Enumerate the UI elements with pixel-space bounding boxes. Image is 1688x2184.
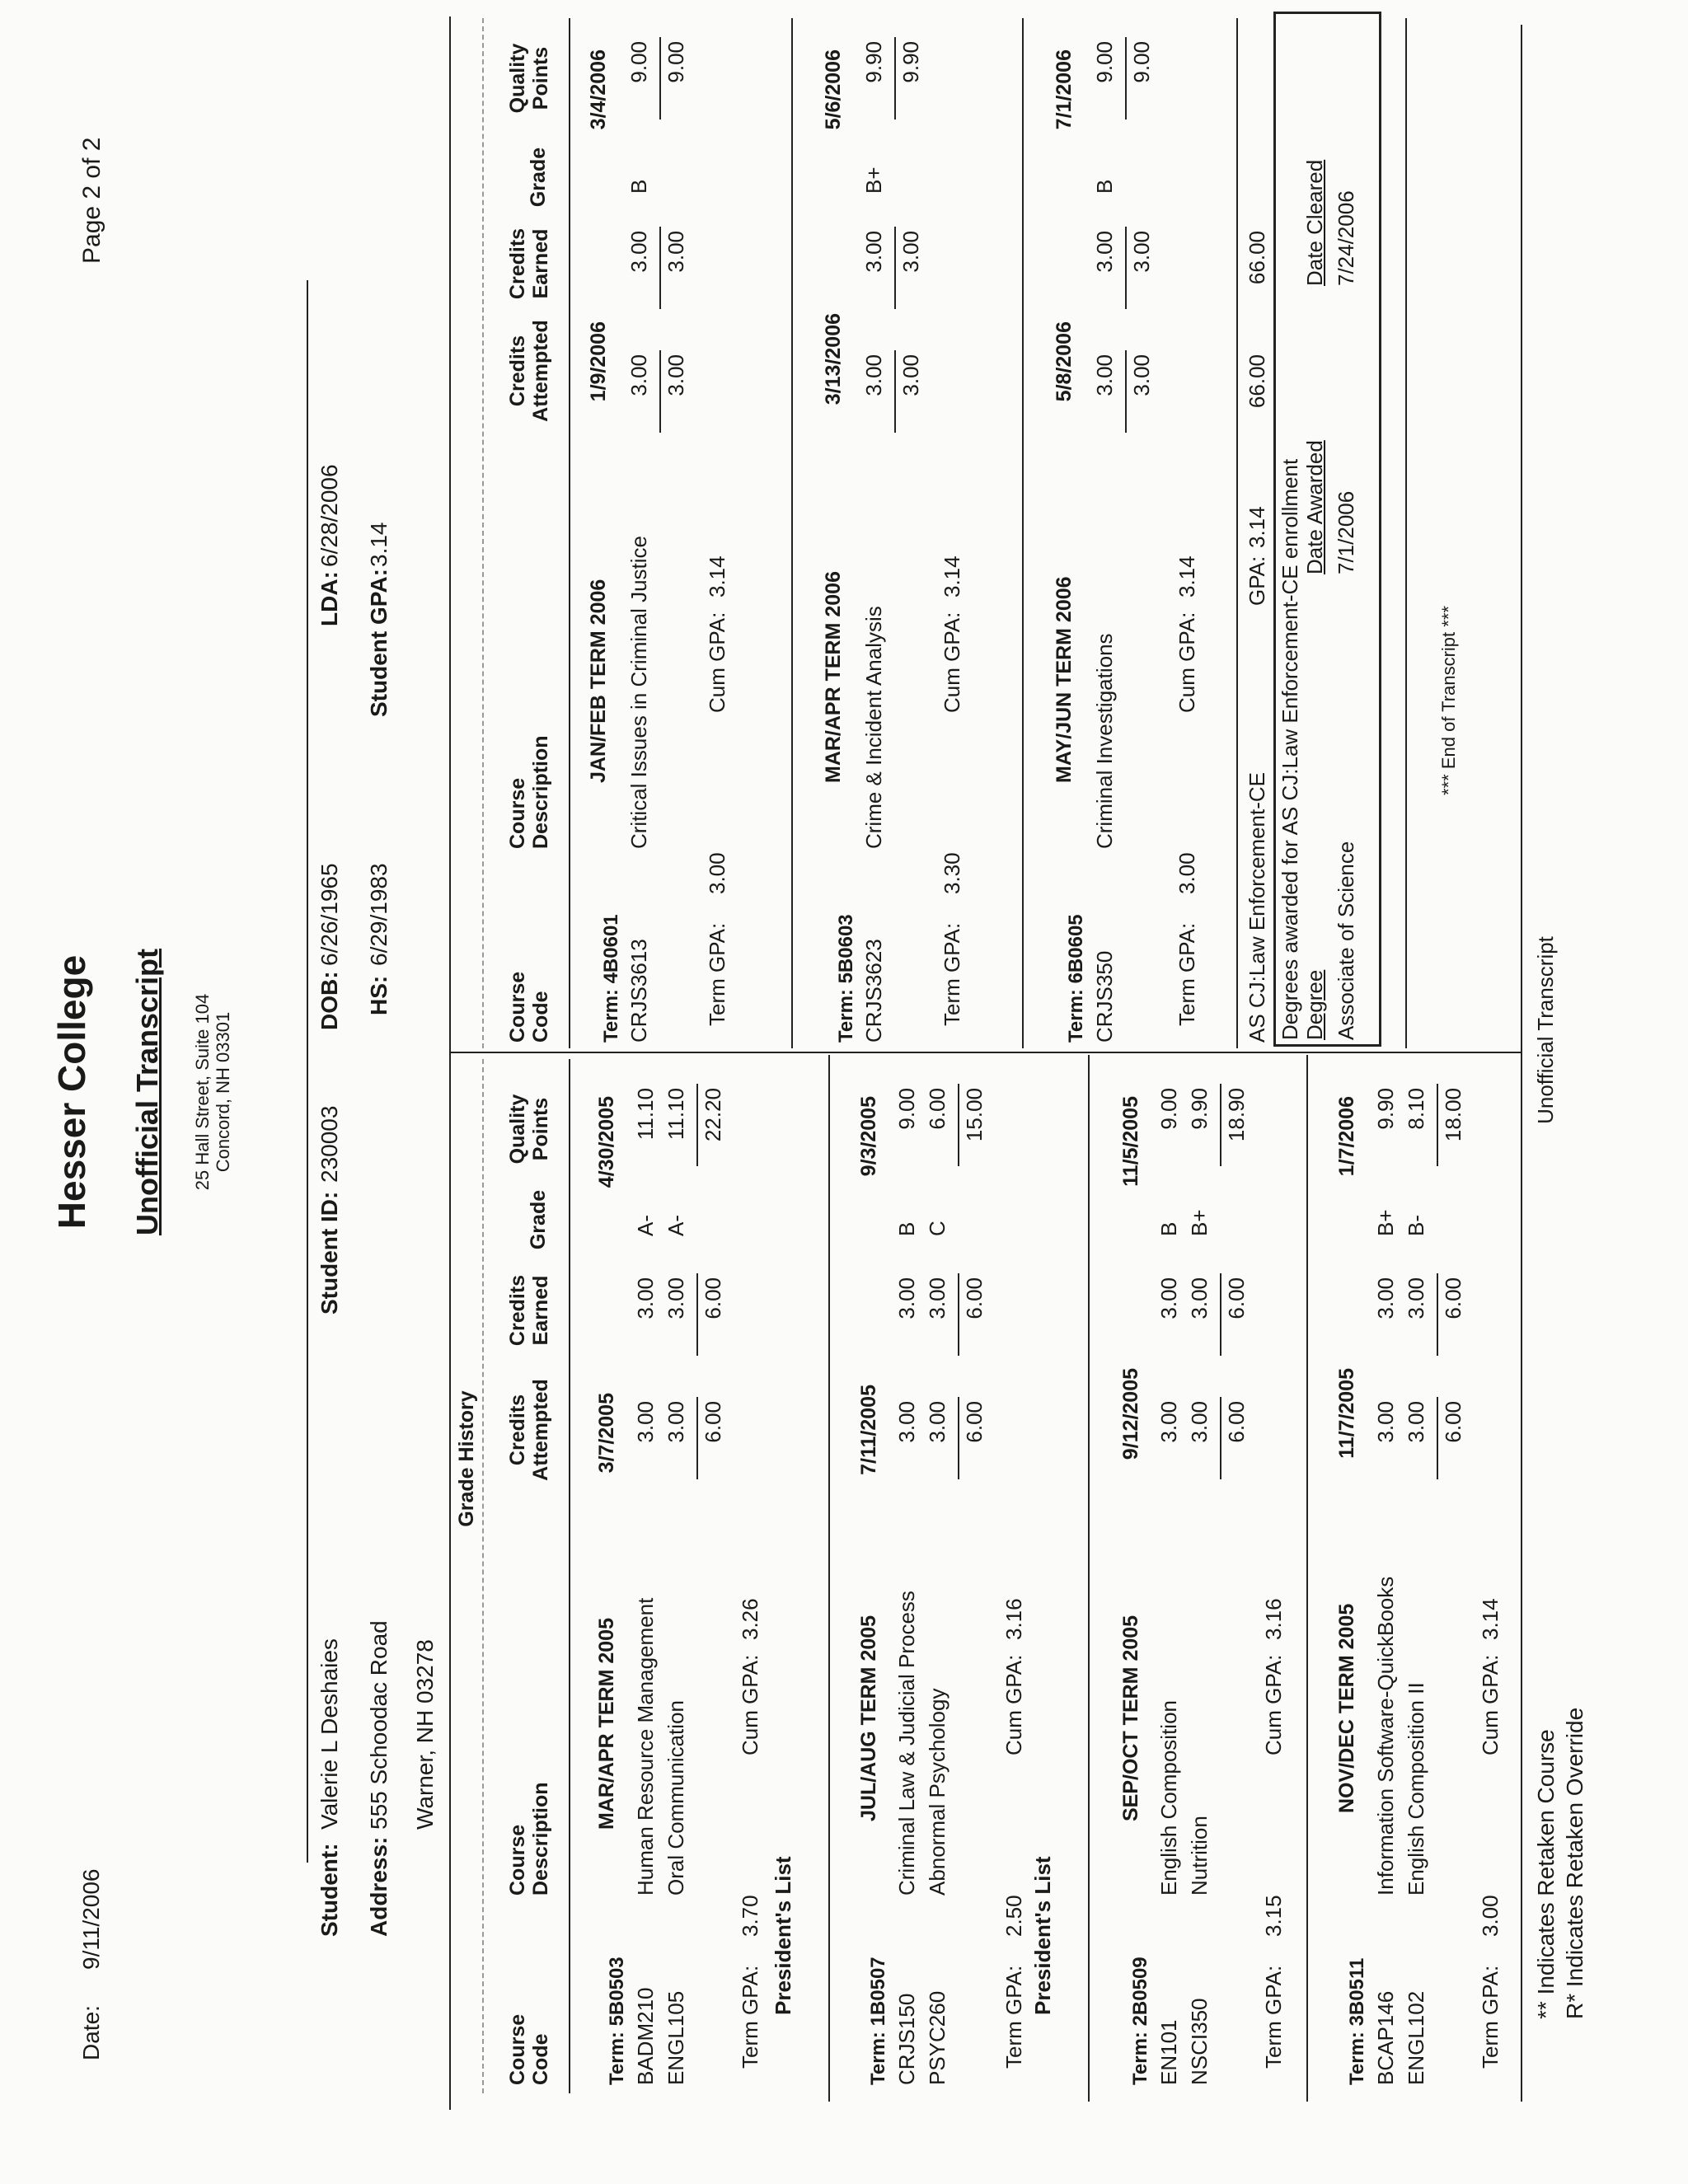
grade: B+	[1187, 1209, 1212, 1236]
cum-gpa-label: Cum GPA:	[940, 612, 964, 713]
course-code: EN101	[1156, 2019, 1181, 2085]
grade: B+	[1373, 1209, 1398, 1236]
credits-attempted: 3.00	[633, 1401, 658, 1443]
term-end-date: 7/1/2006	[1053, 49, 1076, 130]
credits-earned: 3.00	[1373, 1277, 1398, 1319]
cum-gpa-label: Cum GPA:	[1001, 1654, 1026, 1755]
program-credits-earned: 66.00	[1245, 231, 1269, 285]
term-gpa-label: Term GPA:	[1478, 1965, 1503, 2069]
term-start-date: 1/9/2006	[587, 321, 610, 402]
grade-history-rule	[449, 16, 451, 2110]
column-header-rule-right	[482, 18, 484, 1048]
retaken-course-note: ** Indicates Retaken Course	[1533, 1729, 1559, 2019]
subtotal-rule	[1125, 37, 1127, 120]
date-label: Date:	[78, 2005, 104, 2060]
course-description: Crime & Incident Analysis	[861, 606, 886, 849]
cum-gpa-label: Cum GPA:	[1175, 612, 1199, 713]
cum-gpa: 3.14	[940, 555, 964, 598]
cum-gpa: 3.14	[1175, 555, 1199, 598]
credits-attempted: 3.00	[861, 354, 886, 396]
course-description: Criminal Law & Judicial Process	[894, 1591, 919, 1896]
cum-gpa-label: Cum GPA:	[705, 612, 729, 713]
end-of-transcript: *** End of Transcript ***	[1438, 606, 1459, 795]
term-name: JAN/FEB TERM 2006	[587, 579, 610, 783]
degree-name: Associate of Science	[1334, 841, 1358, 1040]
cum-gpa: 3.16	[1001, 1598, 1026, 1640]
credits-attempted: 3.00	[1187, 1401, 1212, 1443]
course-code: ENGL105	[663, 1990, 688, 2085]
course-code: ENGL102	[1404, 1990, 1428, 2085]
subtotal-rule	[659, 227, 661, 309]
term-code: Term: 5B0503	[606, 1957, 628, 2085]
subtotal-rule	[696, 1273, 698, 1356]
subtotal-rule	[1437, 1397, 1438, 1479]
subtotal-rule	[1220, 1084, 1221, 1166]
total-quality-points: 18.00	[1441, 1088, 1465, 1142]
course-code: CRJS150	[894, 1993, 919, 2085]
address-label: Address:	[366, 1836, 392, 1937]
quality-points: 9.90	[1187, 1088, 1212, 1130]
term-code: Term: 4B0601	[600, 914, 622, 1043]
term-gpa-label: Term GPA:	[738, 1965, 762, 2069]
credits-attempted: 3.00	[894, 1401, 919, 1443]
credits-attempted: 3.00	[626, 354, 651, 396]
grade: A-	[633, 1215, 658, 1236]
total-attempted: 3.00	[663, 354, 688, 396]
student-address-2: Warner, NH 03278	[412, 1639, 438, 1830]
quality-points: 9.00	[894, 1088, 919, 1130]
student-name: Valerie L Deshaies	[316, 1638, 342, 1830]
term-gpa: 3.15	[1261, 1895, 1286, 1937]
cum-gpa: 3.16	[1261, 1598, 1286, 1640]
quality-points: 9.00	[1156, 1088, 1181, 1130]
term-rule	[1088, 1055, 1090, 2102]
total-quality-points: 22.20	[701, 1088, 725, 1142]
total-quality-points: 9.00	[663, 41, 688, 83]
credits-attempted: 3.00	[1373, 1401, 1398, 1443]
quality-points: 9.90	[861, 41, 886, 83]
cum-gpa-label: Cum GPA:	[738, 1654, 762, 1755]
course-code: NSCI350	[1187, 1998, 1212, 2085]
term-gpa-label: Term GPA:	[1001, 1965, 1026, 2069]
credits-earned: 3.00	[1187, 1277, 1212, 1319]
program-gpa: 3.14	[1245, 506, 1269, 548]
term-gpa-label: Term GPA:	[1261, 1965, 1286, 2069]
col-quality-points: Quality Points	[506, 1094, 552, 1165]
subtotal-rule	[659, 350, 661, 433]
credits-earned: 3.00	[633, 1277, 658, 1319]
course-description: Critical Issues in Criminal Justice	[626, 536, 651, 849]
credits-attempted: 3.00	[1404, 1401, 1428, 1443]
college-address-1: 25 Hall Street, Suite 104	[192, 993, 213, 1191]
term-gpa: 3.00	[1478, 1895, 1503, 1937]
credits-earned: 3.00	[626, 231, 651, 273]
quality-points: 6.00	[925, 1088, 950, 1130]
quality-points: 9.90	[1373, 1088, 1398, 1130]
footer-rule	[1521, 25, 1522, 2102]
total-earned: 6.00	[701, 1277, 725, 1319]
grade: B	[626, 179, 651, 194]
col-credits-attempted-right: Credits Attempted	[506, 320, 552, 422]
term-end-date: 11/5/2005	[1119, 1096, 1142, 1187]
cum-gpa: 3.14	[1478, 1598, 1503, 1640]
degrees-title: Degrees awarded for AS CJ:Law Enforcement-CE enrollment	[1278, 458, 1302, 1040]
total-earned: 6.00	[962, 1277, 987, 1319]
term-start-date: 9/12/2005	[1119, 1368, 1142, 1460]
date-awarded-label: Date Awarded	[1302, 440, 1327, 574]
credits-earned: 3.00	[663, 1277, 688, 1319]
dob: 6/26/1965	[316, 863, 342, 966]
col-course-code-right: Course Code	[506, 971, 552, 1043]
col-credits-earned: Credits Earned	[506, 1274, 552, 1347]
program-name: AS CJ:Law Enforcement-CE	[1245, 771, 1269, 1043]
subtotal-rule	[894, 37, 896, 120]
quality-points: 11.10	[663, 1088, 688, 1141]
grade: B	[1092, 179, 1117, 194]
date-cleared-label: Date Cleared	[1302, 159, 1327, 286]
term-gpa: 3.30	[940, 852, 964, 894]
term-code: Term: 3B0511	[1346, 1957, 1368, 2085]
term-code: Term: 1B0507	[867, 1957, 889, 2085]
term-name: SEP/OCT TERM 2005	[1119, 1615, 1142, 1821]
course-code: BCAP146	[1373, 1990, 1398, 2085]
footer-title: Unofficial Transcript	[1533, 936, 1558, 1124]
course-description: Abnormal Psychology	[925, 1688, 950, 1896]
subtotal-rule	[696, 1397, 698, 1479]
course-description: Criminal Investigations	[1092, 633, 1117, 849]
term-code: Term: 2B0509	[1129, 1957, 1151, 2085]
total-attempted: 6.00	[1224, 1401, 1249, 1443]
total-quality-points: 18.90	[1224, 1088, 1249, 1142]
credits-attempted: 3.00	[925, 1401, 950, 1443]
total-earned: 3.00	[1129, 231, 1154, 273]
honor: President's List	[1030, 1856, 1055, 2015]
total-earned: 3.00	[663, 231, 688, 273]
dob-label: DOB:	[316, 971, 342, 1030]
student-address-1: 555 Schoodac Road	[366, 1620, 392, 1830]
course-code: CRJS3613	[626, 939, 651, 1043]
total-attempted: 3.00	[1129, 354, 1154, 396]
term-name: MAY/JUN TERM 2006	[1053, 576, 1076, 783]
credits-earned: 3.00	[894, 1277, 919, 1319]
student-gpa-label: Student GPA:	[366, 569, 392, 717]
term-name: MAR/APR TERM 2006	[822, 571, 845, 783]
quality-points: 9.00	[1092, 41, 1117, 83]
term-gpa-label: Term GPA:	[705, 922, 729, 1026]
term-code: Term: 6B0605	[1065, 914, 1087, 1043]
quality-points: 11.10	[633, 1088, 658, 1141]
course-description: English Composition	[1156, 1699, 1181, 1896]
course-code: CRJS350	[1092, 950, 1117, 1043]
degrees-box	[1273, 12, 1381, 1047]
course-description: Information Software-QuickBooks	[1373, 1576, 1398, 1896]
date-cleared: 7/24/2006	[1334, 190, 1358, 286]
credits-earned: 3.00	[1092, 231, 1117, 273]
term-gpa: 2.50	[1001, 1895, 1026, 1937]
term-name: MAR/APR TERM 2005	[595, 1618, 618, 1830]
subtotal-rule	[1125, 227, 1127, 309]
subtotal-rule	[696, 1084, 698, 1166]
quality-points: 8.10	[1404, 1088, 1428, 1130]
credits-attempted: 3.00	[663, 1401, 688, 1443]
term-gpa: 3.00	[1175, 852, 1199, 894]
grade-history-label: Grade History	[455, 1390, 478, 1527]
course-code: BADM210	[633, 1987, 658, 2085]
col-course-code: Course Code	[506, 2013, 552, 2085]
header-rule	[307, 280, 308, 1863]
term-end-date: 1/7/2006	[1335, 1096, 1358, 1177]
total-earned: 3.00	[898, 231, 923, 273]
grade: B	[894, 1221, 919, 1236]
term-code: Term: 5B0603	[835, 914, 857, 1043]
grade: B-	[1404, 1215, 1428, 1236]
hs-date: 6/29/1983	[366, 863, 392, 966]
total-earned: 6.00	[1224, 1277, 1249, 1319]
college-address-2: Concord, NH 03301	[213, 1011, 233, 1173]
term-start-date: 11/7/2005	[1335, 1368, 1358, 1459]
term-end-date: 3/4/2006	[587, 49, 610, 130]
student-id-label: Student ID:	[316, 1191, 342, 1315]
term-start-date: 3/7/2005	[595, 1393, 618, 1474]
term-gpa: 3.00	[705, 852, 729, 894]
course-code: PSYC260	[925, 1990, 950, 2085]
student-gpa: 3.14	[366, 522, 392, 567]
term-rule	[828, 1055, 830, 2102]
total-quality-points: 15.00	[962, 1088, 987, 1142]
print-date: 9/11/2006	[78, 1868, 104, 1970]
credits-attempted: 3.00	[1092, 354, 1117, 396]
col-quality-points-right: Quality Points	[506, 43, 552, 114]
honor: President's List	[771, 1856, 795, 2015]
subtotal-rule	[958, 1273, 959, 1356]
course-description: English Composition II	[1404, 1682, 1428, 1896]
subtotal-rule	[894, 350, 896, 433]
column-header-underline-left	[569, 1059, 570, 2093]
col-credits-earned-right: Credits Earned	[506, 227, 552, 300]
course-description: Human Resource Management	[633, 1597, 658, 1896]
subtotal-rule	[958, 1084, 959, 1166]
subtotal-rule	[894, 227, 896, 309]
degree-label: Degree	[1302, 969, 1327, 1040]
term-name: NOV/DEC TERM 2005	[1335, 1603, 1358, 1813]
term-rule	[791, 18, 793, 1048]
page-number: Page 2 of 2	[78, 137, 106, 264]
column-divider	[449, 1052, 1521, 1053]
total-quality-points: 9.90	[898, 41, 923, 83]
course-code: CRJS3623	[861, 939, 886, 1043]
hs-label: HS:	[366, 975, 392, 1015]
term-gpa-label: Term GPA:	[940, 922, 964, 1026]
lda: 6/28/2006	[316, 464, 342, 567]
col-course-description-right: Course Description	[506, 735, 552, 849]
total-quality-points: 9.00	[1129, 41, 1154, 83]
cum-gpa: 3.26	[738, 1598, 762, 1640]
program-gpa-label: GPA:	[1245, 555, 1269, 606]
term-gpa-label: Term GPA:	[1175, 922, 1199, 1026]
term-start-date: 5/8/2006	[1053, 321, 1076, 402]
col-grade: Grade	[527, 1189, 550, 1250]
student-label: Student:	[316, 1843, 342, 1937]
term-end-date: 4/30/2005	[595, 1096, 618, 1188]
term-end-date: 9/3/2005	[857, 1096, 880, 1177]
credits-earned: 3.00	[861, 231, 886, 273]
grade: B+	[861, 166, 886, 194]
date-awarded: 7/1/2006	[1334, 490, 1358, 574]
grade: B	[1156, 1221, 1181, 1236]
col-grade-right: Grade	[527, 147, 550, 208]
course-description: Nutrition	[1187, 1816, 1212, 1896]
college-name: Hesser College	[50, 954, 93, 1230]
term-gpa: 3.70	[738, 1895, 762, 1937]
total-attempted: 6.00	[962, 1401, 987, 1443]
credits-attempted: 3.00	[1156, 1401, 1181, 1443]
retaken-override-note: R* Indicates Retaken Override	[1562, 1707, 1587, 2019]
term-start-date: 7/11/2005	[857, 1385, 880, 1475]
grade: C	[925, 1221, 950, 1236]
end-rule	[1405, 18, 1407, 1048]
term-rule	[1022, 18, 1024, 1048]
quality-points: 9.00	[626, 41, 651, 83]
term-end-date: 5/6/2006	[822, 49, 845, 130]
subtotal-rule	[1125, 350, 1127, 433]
program-credits-attempted: 66.00	[1245, 354, 1269, 409]
subtotal-rule	[659, 37, 661, 120]
col-credits-attempted: Credits Attempted	[506, 1379, 552, 1481]
cum-gpa-label: Cum GPA:	[1478, 1654, 1503, 1755]
term-rule	[1306, 1055, 1308, 2102]
doc-title: Unofficial Transcript	[130, 948, 164, 1236]
column-header-underline-right	[569, 18, 570, 1048]
term-rule	[1236, 18, 1238, 1048]
course-description: Oral Communication	[663, 1700, 688, 1896]
column-header-rule-left	[482, 1059, 484, 2093]
grade: A-	[663, 1215, 688, 1236]
credits-earned: 3.00	[1156, 1277, 1181, 1319]
total-attempted: 6.00	[701, 1401, 725, 1443]
term-start-date: 3/13/2006	[822, 313, 845, 405]
col-course-description: Course Description	[506, 1782, 552, 1896]
total-attempted: 6.00	[1441, 1401, 1465, 1443]
subtotal-rule	[958, 1397, 959, 1479]
credits-earned: 3.00	[925, 1277, 950, 1319]
subtotal-rule	[1437, 1273, 1438, 1356]
subtotal-rule	[1220, 1397, 1221, 1479]
credits-earned: 3.00	[1404, 1277, 1428, 1319]
lda-label: LDA:	[316, 571, 342, 626]
term-name: JUL/AUG TERM 2005	[857, 1615, 880, 1821]
subtotal-rule	[1437, 1084, 1438, 1166]
student-id: 230003	[316, 1105, 342, 1183]
total-earned: 6.00	[1441, 1277, 1465, 1319]
total-attempted: 3.00	[898, 354, 923, 396]
cum-gpa-label: Cum GPA:	[1261, 1654, 1286, 1755]
cum-gpa: 3.14	[705, 555, 729, 598]
subtotal-rule	[1220, 1273, 1221, 1356]
